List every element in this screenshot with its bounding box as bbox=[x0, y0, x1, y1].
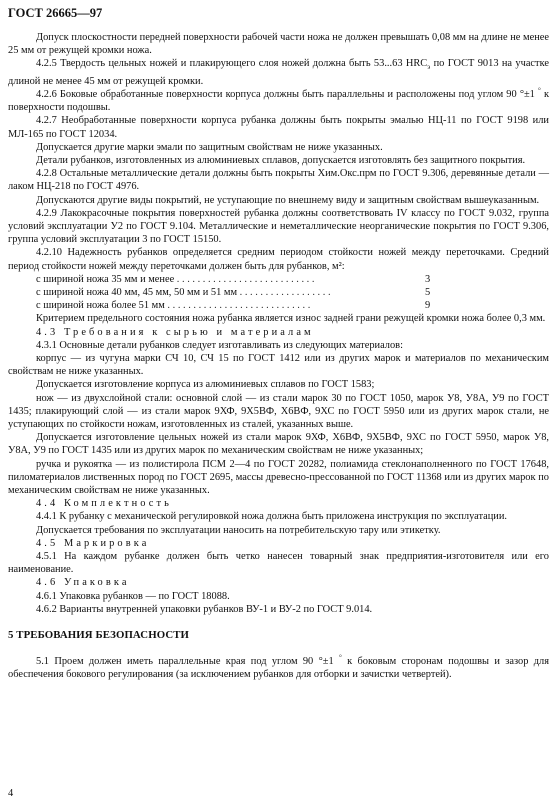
document-page bbox=[8, 6, 549, 681]
paragraph: корпус — из чугуна марки СЧ 10, СЧ 15 по ГОСТ 1412 или из других марок и материалов по механическим свойствам не ниже указанных. bbox=[8, 352, 549, 378]
paragraph: Допускается изготовление цельных ножей из стали марок 9ХФ, Х6ВФ, 9Х5ВФ, 9ХС по ГОСТ 5950, марок У8, У8А, У9 по ГОСТ 1435 или из других марок по механическим свойствам не ниже указанных; bbox=[8, 432, 549, 457]
paragraph-5-1: 5.1 Проем должен иметь параллельные края под углом 90 °±1 ° к боковым сторонам подошвы и зазор для обеспечения бокового регулирования (за исключением рубанков для отборки и зачистки четвертей). bbox=[8, 653, 549, 681]
knife-list-value: 5 bbox=[425, 286, 431, 298]
paragraph: Допускается изготовление корпуса из алюминиевых сплавов по ГОСТ 1583; bbox=[36, 379, 375, 391]
paragraph: Допуск плоскостности передней поверхности рабочей части ножа не должен превышать 0,08 мм на длине не менее 25 мм от режущей кромки ножа. bbox=[8, 32, 549, 57]
paragraph-4-3-1: 4.3.1 Основные детали рубанков следует изготавливать из следующих материалов: bbox=[36, 339, 403, 351]
paragraph-4-2-5: 4.2.5 Твердость цельных ножей и плакирующего слоя ножей должна быть 53...63 $HRC_э$ по ГОСТ 9013 на участке длиной не менее 45 мм от режущей кромки. bbox=[8, 58, 549, 87]
knife-list-value: 9 bbox=[425, 300, 431, 312]
knife-list-item: с шириной ножа более 51 мм . . . . . . . . . . . . . . . . . . . . . . . . . . . . 9 bbox=[36, 300, 431, 312]
document-header: ГОСТ 26665—97 bbox=[8, 6, 103, 20]
paragraph: Детали рубанков, изготовленных из алюминиевых сплавов, допускается изготовлять без защитного покрытия. bbox=[36, 154, 526, 166]
subsection-heading-4-5: 4.5 Маркировка bbox=[36, 537, 150, 549]
section-heading-5: 5 ТРЕБОВАНИЯ БЕЗОПАСНОСТИ bbox=[8, 629, 190, 642]
subsection-heading-4-3: 4.3 Требования к сырью и материалам bbox=[36, 326, 314, 338]
paragraph-4-4-1: 4.4.1 К рубанку с механической регулировкой ножа должна быть приложена инструкция по эксплуатации. bbox=[36, 511, 508, 523]
knife-list-value: 3 bbox=[425, 273, 431, 285]
paragraph: ручка и рукоятка — из полистирола ПСМ 2—4 по ГОСТ 20282, полиамида стеклонаполненного по ГОСТ 17648, пиломатериалов лиственных пород по ГОСТ 2695, массы древесно-прессованной по ГОСТ 11368 или из других марок по механическим свойствам не ниже указанных. bbox=[8, 458, 549, 496]
knife-list-item: с шириной ножа 35 мм и менее . . . . . . . . . . . . . . . . . . . . . . . . . . . 3 bbox=[36, 273, 431, 285]
paragraph-4-2-8: 4.2.8 Остальные металлические детали должны быть покрыты Хим.Окс.прм по ГОСТ 9.306, деревянные детали — лаком НЦ-218 по ГОСТ 4976. bbox=[8, 168, 549, 193]
paragraph-4-2-6: 4.2.6 Боковые обработанные поверхности корпуса должны быть параллельны и расположены под углом 90 °±1 ° к поверхности подошвы. bbox=[8, 86, 550, 114]
paragraph: Допускается требования по эксплуатации наносить на потребительскую тару или этикетку. bbox=[36, 524, 441, 536]
paragraph-4-2-10: 4.2.10 Надежность рубанков определяется средним периодом стойкости ножей между переточками. Средний период стойкости ножей между переточками должен быть для рубанков, м²: bbox=[8, 247, 549, 272]
subsection-heading-4-6: 4.6 Упаковка bbox=[36, 577, 130, 589]
paragraph-4-6-1: 4.6.1 Упаковка рубанков — по ГОСТ 18088. bbox=[36, 590, 230, 602]
paragraph: Допускается другие марки эмали по защитным свойствам не ниже указанных. bbox=[36, 141, 383, 153]
page-number: 4 bbox=[8, 788, 14, 799]
paragraph-4-5-1: 4.5.1 На каждом рубанке должен быть четко нанесен товарный знак предприятия-изготовителя или его наименование. bbox=[8, 551, 549, 576]
paragraph-4-2-9: 4.2.9 Лакокрасочные покрытия поверхностей рубанка должны соответствовать IV классу по ГОСТ 9.032, группа условий эксплуатации У2 по ГОСТ 9.104. Металлические и неметаллические неорганические покрытия по ГОСТ 9.306, группа условий эксплуатации 3 по ГОСТ 15150. bbox=[8, 207, 549, 246]
knife-list-item: с шириной ножа 40 мм, 45 мм, 50 мм и 51 мм . . . . . . . . . . . . . . . . . . 5 bbox=[36, 286, 431, 298]
paragraph-4-2-7: 4.2.7 Необработанные поверхности корпуса рубанка должны быть покрыты эмалью НЦ-11 по ГОСТ 9198 или МЛ-165 по ГОСТ 12034. bbox=[8, 115, 549, 140]
paragraph: Критерием предельного состояния ножа рубанка является износ задней грани режущей кромки ножа более 0,3 мм. bbox=[36, 313, 546, 325]
paragraph: Допускаются другие виды покрытий, не уступающие по внешнему виду и защитным свойствам вышеуказанным. bbox=[36, 194, 540, 206]
paragraph-4-6-2: 4.6.2 Варианты внутренней упаковки рубанков ВУ-1 и ВУ-2 по ГОСТ 9.014. bbox=[36, 603, 373, 615]
subsection-heading-4-4: 4.4 Комплектность bbox=[36, 498, 172, 510]
paragraph: нож — из двухслойной стали: основной слой — из стали марок 30 по ГОСТ 1050, марок У8, У8А, У9 по ГОСТ 1435; плакирующий слой — из стали марок 9ХФ, 9Х5ВФ, Х6ВФ, 9ХС по ГОСТ 5950 или из других марок стали, не уступающих по стойкости ножам, изготовленных из сталей, указанных выше. bbox=[8, 392, 549, 430]
